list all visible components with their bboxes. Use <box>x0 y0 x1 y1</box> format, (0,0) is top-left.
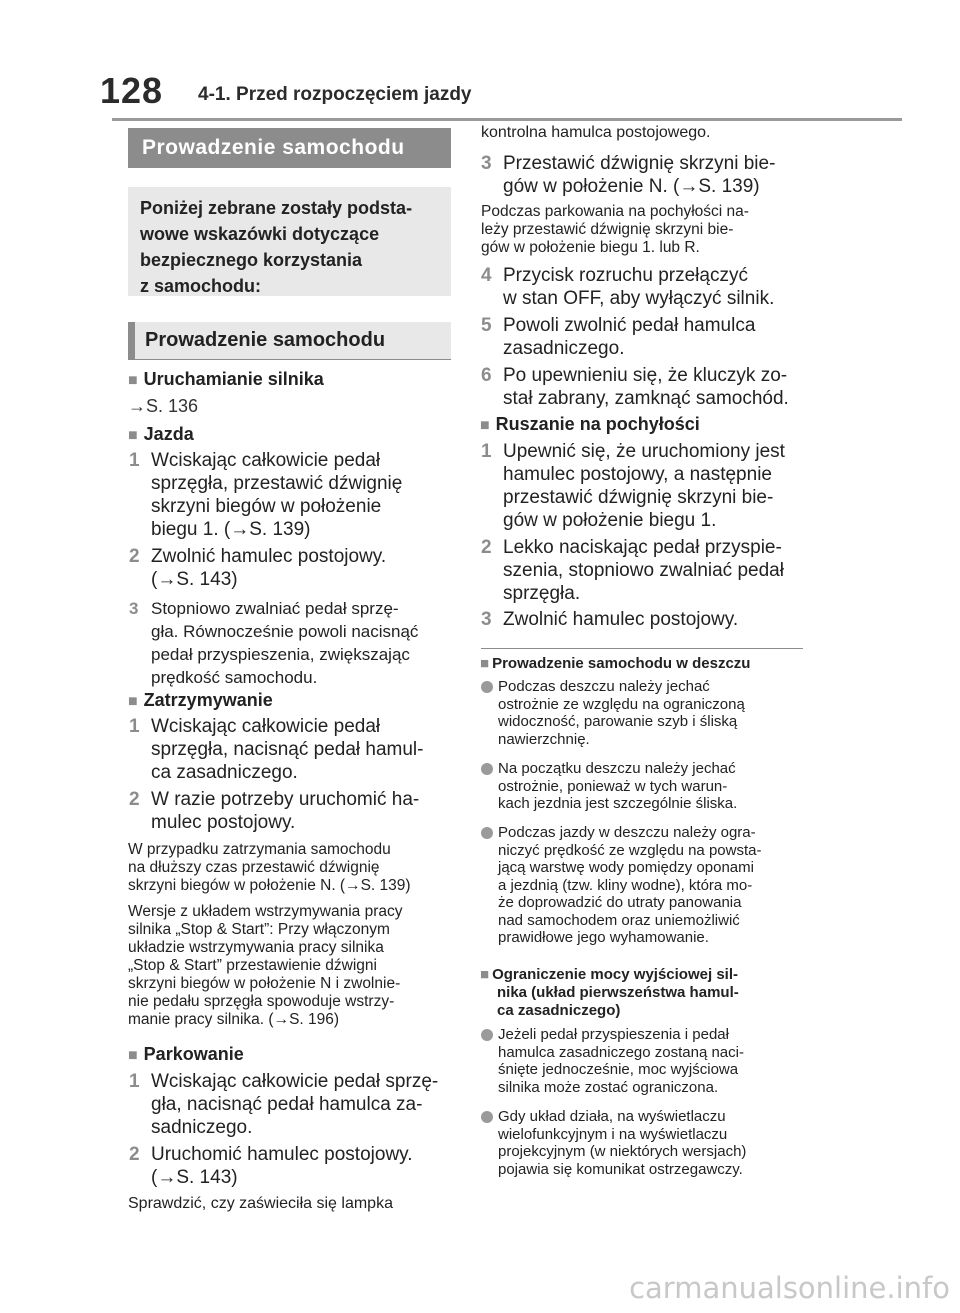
note-line: manie pracy silnika. (→S. 196) <box>128 1011 340 1028</box>
stopping-step-1 <box>129 715 424 784</box>
limiter-bullet-1 <box>481 1026 744 1096</box>
intro-line: bezpiecznego korzystania <box>140 250 363 270</box>
page-number: 128 <box>100 70 164 111</box>
step-line: przestawić dźwignię skrzyni bie- <box>503 487 774 508</box>
subheading: Prowadzenie samochodu <box>128 322 451 360</box>
heading-stopping: ■ Zatrzymywanie <box>128 690 273 711</box>
step-number: 2 <box>129 546 140 567</box>
step-line: (→S. 143) <box>151 569 238 590</box>
heading-start-engine: ■ Uruchamianie silnika <box>128 369 324 390</box>
step-number: 6 <box>481 365 492 386</box>
bullet-line: Gdy układ działa, na wyświetlaczu <box>498 1108 726 1125</box>
parking-step-6 <box>481 364 789 410</box>
step-line: Wciskając całkowicie pedał <box>151 716 381 737</box>
step-line: Upewnić się, że uruchomiony jest <box>503 441 785 462</box>
note-line: Podczas parkowania na pochyłości na- <box>481 203 749 220</box>
step-number: 2 <box>481 537 492 558</box>
heading-power-limiter <box>480 966 739 1020</box>
bullet-line: projekcyjnym (w niektórych wersjach) <box>498 1143 747 1160</box>
section-title: 4-1. Przed rozpoczęciem jazdy <box>198 84 472 105</box>
stopping-step-2 <box>129 788 419 834</box>
step-line: Lekko naciskając pedał przyspie- <box>503 537 782 558</box>
bullet-line: widoczność, parowanie szyb i śliską <box>498 713 738 730</box>
step-line: Wciskając całkowicie pedał <box>151 450 381 471</box>
note-line: skrzyni biegów w położenie N. (→S. 139) <box>128 877 411 894</box>
step-line: stał zabrany, zamknąć samochód. <box>503 388 789 409</box>
parking-step-2 <box>129 1143 413 1189</box>
bullet-line: silnika może zostać ograniczona. <box>498 1078 719 1096</box>
step-number: 1 <box>481 441 492 462</box>
step-line: pedał przyspieszenia, zwiększając <box>151 645 410 664</box>
bullet-dot <box>481 827 493 839</box>
step-line: sprzęgła, przestawić dźwignię <box>151 473 403 494</box>
bullet-line: nad samochodem oraz uniemożliwić <box>498 911 740 929</box>
hill-step-2 <box>481 536 784 605</box>
driving-step-3 <box>129 597 418 689</box>
note-line: „Stop & Start” przestawienie dźwigni <box>128 957 377 974</box>
step-line: gów w położenie biegu 1. <box>503 510 717 531</box>
bullet-dot <box>481 1029 493 1041</box>
step-line: mulec postojowy. <box>151 812 296 833</box>
step-line: Przycisk rozruchu przełączyć <box>503 265 748 286</box>
note-line: układzie wstrzymywania pracy silnika <box>128 939 384 956</box>
step-line: Przestawić dźwignię skrzyni bie- <box>503 153 776 174</box>
step-line: Wciskając całkowicie pedał sprzę- <box>151 1071 439 1092</box>
step-line: gów w położenie N. (→S. 139) <box>503 176 760 197</box>
heading-parking: ■ Parkowanie <box>128 1044 244 1065</box>
bullet-line: jącą warstwę wody pomiędzy oponami <box>498 859 754 876</box>
slope-note <box>481 203 749 257</box>
step-line: zasadniczego. <box>503 338 625 359</box>
step-line: Uruchomić hamulec postojowy. <box>151 1144 413 1165</box>
step-number: 1 <box>129 450 140 471</box>
bullet-line: niczyć prędkość ze względu na powsta- <box>498 841 762 859</box>
step-line: Powoli zwolnić pedał hamulca <box>503 315 756 336</box>
rain-bullet-1 <box>481 678 745 748</box>
step-number: 1 <box>129 1071 140 1092</box>
note-line: silnika „Stop & Start”: Przy włączonym <box>128 921 390 938</box>
page-reference: →S. 136 <box>128 396 199 416</box>
step-line: sprzęgła, nacisnąć pedał hamul- <box>151 739 424 760</box>
hill-step-1 <box>481 440 785 532</box>
parking-step-5 <box>481 314 755 360</box>
step-line: Zwolnić hamulec postojowy. <box>503 609 739 630</box>
header-rule <box>112 118 902 121</box>
stopping-note <box>128 841 411 895</box>
step-number: 2 <box>129 789 140 810</box>
step-number: 5 <box>481 315 492 336</box>
continued-note: kontrolna hamulca postojowego. <box>481 124 711 141</box>
bullet-line: Na początku deszczu należy jechać <box>498 760 736 777</box>
bullet-line: wielofunkcyjnym i na wyświetlaczu <box>498 1125 728 1143</box>
step-line: szenia, stopniowo zwalniać pedał <box>503 560 784 581</box>
step-line: gła, nacisnąć pedał hamulca za- <box>151 1094 423 1115</box>
step-line: Stopniowo zwalniać pedał sprzę- <box>151 599 399 618</box>
step-number: 3 <box>481 609 492 630</box>
bullet-line: Jeżeli pedał przyspieszenia i pedał <box>498 1026 729 1043</box>
step-line: skrzyni biegów w położenie <box>151 496 382 517</box>
note-line: nie pedału sprzęgła spowoduje wstrzy- <box>128 993 395 1010</box>
step-line: sprzęgła. <box>503 583 581 604</box>
step-number: 1 <box>129 716 140 737</box>
bullet-line: nawierzchnię. <box>498 730 590 748</box>
step-line: gła. Równocześnie powoli nacisnąć <box>151 622 419 641</box>
step-number: 3 <box>481 153 492 174</box>
heading-rain: ■ Prowadzenie samochodu w deszczu <box>480 655 750 673</box>
note-line: skrzyni biegów w położenie N i zwolnie- <box>128 975 401 992</box>
stop-start-note <box>128 903 402 1029</box>
step-number: 4 <box>481 265 492 286</box>
bullet-line: Podczas deszczu należy jechać <box>498 678 710 695</box>
bullet-line: prawidłowe jego wyhamowanie. <box>498 929 709 946</box>
bullet-line: śnięte jednocześnie, moc wyjściowa <box>498 1061 739 1078</box>
step-number: 2 <box>129 1144 140 1165</box>
step-line: hamulec postojowy, a następnie <box>503 464 772 485</box>
note-line: W przypadku zatrzymania samochodu <box>128 841 391 858</box>
bullet-dot <box>481 763 493 775</box>
note-line: na dłuższy czas przestawić dźwignię <box>128 859 380 876</box>
intro-line: wowe wskazówki dotyczące <box>140 224 380 244</box>
bullet-line: pojawia się komunikat ostrzegawczy. <box>498 1160 743 1178</box>
rain-bullet-3 <box>481 824 761 947</box>
note-line: gów w położenie biegu 1. lub R. <box>481 239 700 256</box>
parking-step-4 <box>481 264 774 310</box>
step-line: ca zasadniczego. <box>151 762 298 783</box>
note-line: leży przestawić dźwignię skrzyni bie- <box>481 221 734 238</box>
rain-bullet-2 <box>481 760 737 813</box>
step-number: 3 <box>129 599 139 618</box>
heading-line: ■ Ograniczenie mocy wyjściowej sil- <box>480 966 739 984</box>
step-line: W razie potrzeby uruchomić ha- <box>151 789 420 810</box>
bullet-line: hamulca zasadniczego zostaną naci- <box>498 1043 744 1061</box>
driving-step-2 <box>129 545 386 591</box>
intro-box <box>128 187 451 296</box>
parking-step-3 <box>481 152 775 198</box>
intro-line: z samochodu: <box>140 276 262 296</box>
step-line: Zwolnić hamulec postojowy. <box>151 546 387 567</box>
heading-line: ca zasadniczego) <box>497 1002 621 1019</box>
intro-line: Poniżej zebrane zostały podsta- <box>140 198 413 218</box>
step-line: Po upewnieniu się, że kluczyk zo- <box>503 365 788 386</box>
hill-step-3 <box>481 608 738 631</box>
note-line: Wersje z układem wstrzymywania pracy <box>128 903 403 920</box>
driving-step-1 <box>129 449 402 541</box>
bullet-line: a jezdnią (tzw. kliny wodne), która mo- <box>498 876 753 894</box>
watermark: carmanualsonline.info <box>629 1271 950 1305</box>
bullet-dot <box>481 681 493 693</box>
section-divider <box>481 648 803 649</box>
step-line: w stan OFF, aby wyłączyć silnik. <box>503 288 775 309</box>
heading-line: nika (układ pierwszeństwa hamul- <box>497 984 739 1001</box>
parking-note: Sprawdzić, czy zaświeciła się lampka <box>128 1195 393 1212</box>
step-line: biegu 1. (→S. 139) <box>151 519 311 540</box>
bullet-dot <box>481 1111 493 1123</box>
step-line: prędkość samochodu. <box>151 668 318 687</box>
heading-hill-start: ■ Ruszanie na pochyłości <box>480 414 700 435</box>
bullet-line: ostrożnie, ponieważ w tych warun- <box>498 777 728 795</box>
bullet-line: ostrożnie ze względu na ograniczoną <box>498 695 745 713</box>
step-line: (→S. 143) <box>151 1167 238 1188</box>
heading-driving: ■ Jazda <box>128 424 194 445</box>
bullet-line: Podczas jazdy w deszczu należy ogra- <box>498 824 756 841</box>
parking-step-1 <box>129 1070 438 1139</box>
chapter-banner: Prowadzenie samochodu <box>128 128 451 168</box>
bullet-line: że doprowadzić do utraty panowania <box>498 894 742 911</box>
step-line: sadniczego. <box>151 1117 253 1138</box>
limiter-bullet-2 <box>481 1108 746 1178</box>
bullet-line: kach jezdnia jest szczególnie śliska. <box>498 795 738 812</box>
